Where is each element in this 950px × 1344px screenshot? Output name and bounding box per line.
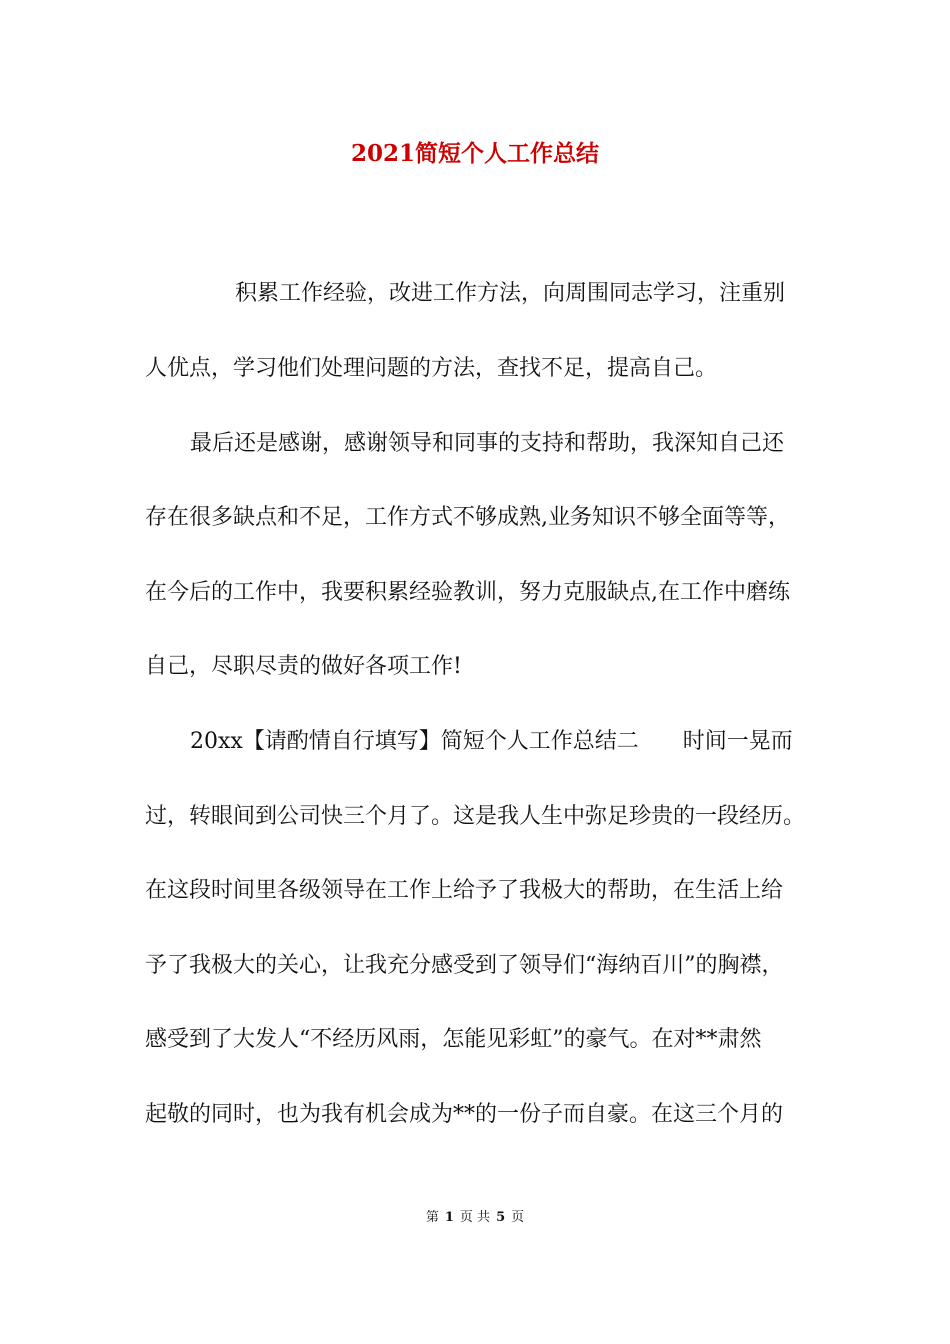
- paragraph-line: 过，转眼间到公司快三个月了。这是我人生中弥足珍贵的一段经历。: [145, 804, 806, 829]
- paragraph-line: 在今后的工作中，我要积累经验教训，努力克服缺点,在工作中磨练: [145, 580, 790, 605]
- paragraph-line: 存在很多缺点和不足，工作方式不够成熟,业务知识不够全面等等，: [145, 505, 790, 530]
- footer-total-pages: 5: [496, 1210, 506, 1225]
- paragraph-line: 20xx【请酌情自行填写】简短个人工作总结二 时间一晃而: [190, 729, 793, 754]
- document-title: 2021简短个人工作总结: [350, 140, 599, 167]
- footer-suffix: 页: [511, 1210, 525, 1225]
- paragraph-line: 起敬的同时，也为我有机会成为**的一份子而自豪。在这三个月的: [145, 1102, 784, 1127]
- footer-prefix: 第: [425, 1210, 439, 1225]
- footer-middle: 页 共: [459, 1210, 491, 1225]
- page-footer: [0, 1208, 950, 1228]
- paragraph-line: 最后还是感谢，感谢领导和同事的支持和帮助，我深知自己还: [190, 431, 785, 456]
- paragraph-line: 积累工作经验，改进工作方法，向周围同志学习，注重别: [235, 281, 786, 306]
- footer-page-number: 1: [444, 1210, 454, 1225]
- paragraph-line: 予了我极大的关心，让我充分感受到了领导们“海纳百川”的胸襟，: [145, 953, 784, 978]
- paragraph-line: 感受到了大发人“不经历风雨，怎能见彩虹”的豪气。在对**肃然: [145, 1027, 762, 1052]
- paragraph-line: 自己，尽职尽责的做好各项工作!: [145, 654, 462, 679]
- paragraph-line: 在这段时间里各级领导在工作上给予了我极大的帮助，在生活上给: [145, 878, 784, 903]
- paragraph-line: 人优点，学习他们处理问题的方法，查找不足，提高自己。: [145, 356, 718, 381]
